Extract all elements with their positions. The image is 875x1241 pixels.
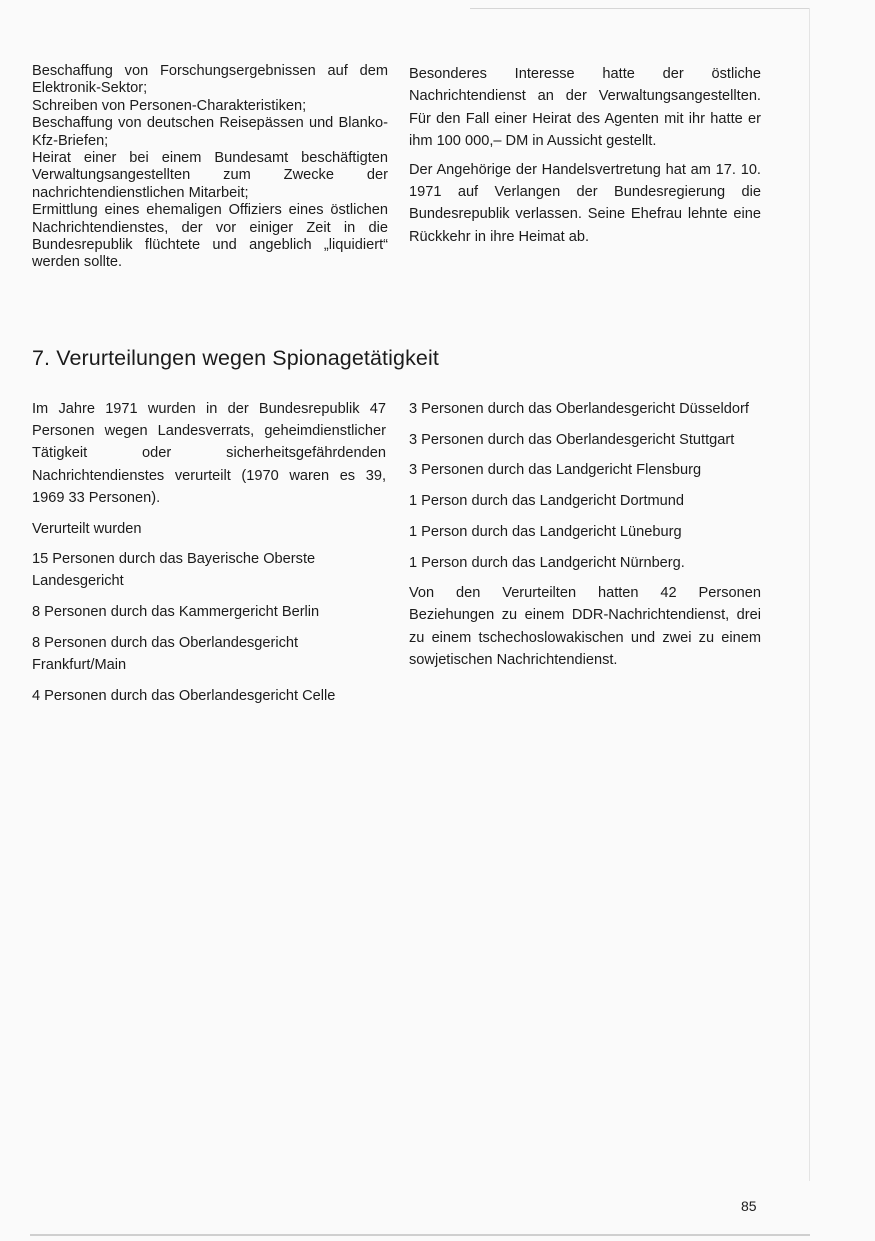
paragraph: Beschaffung von Forschungsergebnissen auf dem Elektronik-Sektor; [32,63,388,97]
list-item: 15 Personen durch das Bayerische Oberste Landesgericht [32,551,316,590]
list-item: 1 Person durch das Landgericht Nürnberg. [409,554,685,571]
bottom-right-column [409,398,761,680]
page-number: 85 [741,1198,757,1214]
list-item: 1 Person durch das Landgericht Dortmund [409,493,685,510]
paragraph: Besonderes Interesse hatte der östliche Nachrichtendienst an der Verwaltungsangestellten. Für den Fall einer Heirat des Agenten mit ihr hatte er ihm 100 000,– DM in Aussicht gestellt. [409,66,761,150]
page-edge-top [470,8,810,9]
section-heading: 7. Verurteilungen wegen Spionagetätigkeit [32,346,439,370]
list-item: 8 Personen durch das Oberlandesgericht Frankfurt/Main [32,634,299,674]
paragraph: Von den Verurteilten hatten 42 Personen Beziehungen zu einem DDR-Nachrichtendienst, drei zu einem tschechoslowakischen und zwei zu einem sowjetischen Nachrichtendienst. [409,585,761,668]
paragraph: Im Jahre 1971 wurden in der Bundesrepublik 47 Personen wegen Landesverrats, geheimdienstlicher Tätigkeit oder sicherheitsgefährdenden Nachrichtendienstes verurteilt (1970 waren es 39, 1969 33 Personen). [32,401,386,506]
list-item: 1 Person durch das Landgericht Lüneburg [409,523,682,540]
list-item: 3 Personen durch das Landgericht Flensburg [409,462,702,479]
list-item: 8 Personen durch das Kammergericht Berlin [32,604,320,621]
paragraph: Ermittlung eines ehemaligen Offiziers eines östlichen Nachrichtendienstes, der vor einiger Zeit in die Bundesrepublik flüchtete und angeblich „liquidiert“ werden sollte. [32,202,388,271]
top-left-column [32,63,388,272]
page-edge-bottom [30,1234,810,1236]
list-item: 3 Personen durch das Oberlandesgericht Stuttgart [409,431,735,448]
paragraph: Heirat einer bei einem Bundesamt beschäftigten Verwaltungsangestellten zum Zwecke der nachrichtendienstlichen Mitarbeit; [32,150,388,201]
paragraph: Der Angehörige der Handelsvertretung hat am 17. 10. 1971 auf Verlangen der Bundesregierung die Bundesrepublik verlassen. Seine Ehefrau lehnte eine Rückkehr in ihre Heimat ab. [409,161,761,245]
paragraph: Verurteilt wurden [32,520,142,537]
list-item: 3 Personen durch das Oberlandesgericht Düsseldorf [409,401,749,417]
bottom-left-column [32,398,386,715]
list-item: 4 Personen durch das Oberlandesgericht Celle [32,687,336,704]
top-right-column [409,63,761,254]
paragraph: Beschaffung von deutschen Reisepässen und Blanko-Kfz-Briefen; [32,115,388,149]
page-edge-right [809,8,810,1181]
paragraph: Schreiben von Personen-Charakteristiken; [32,97,307,114]
